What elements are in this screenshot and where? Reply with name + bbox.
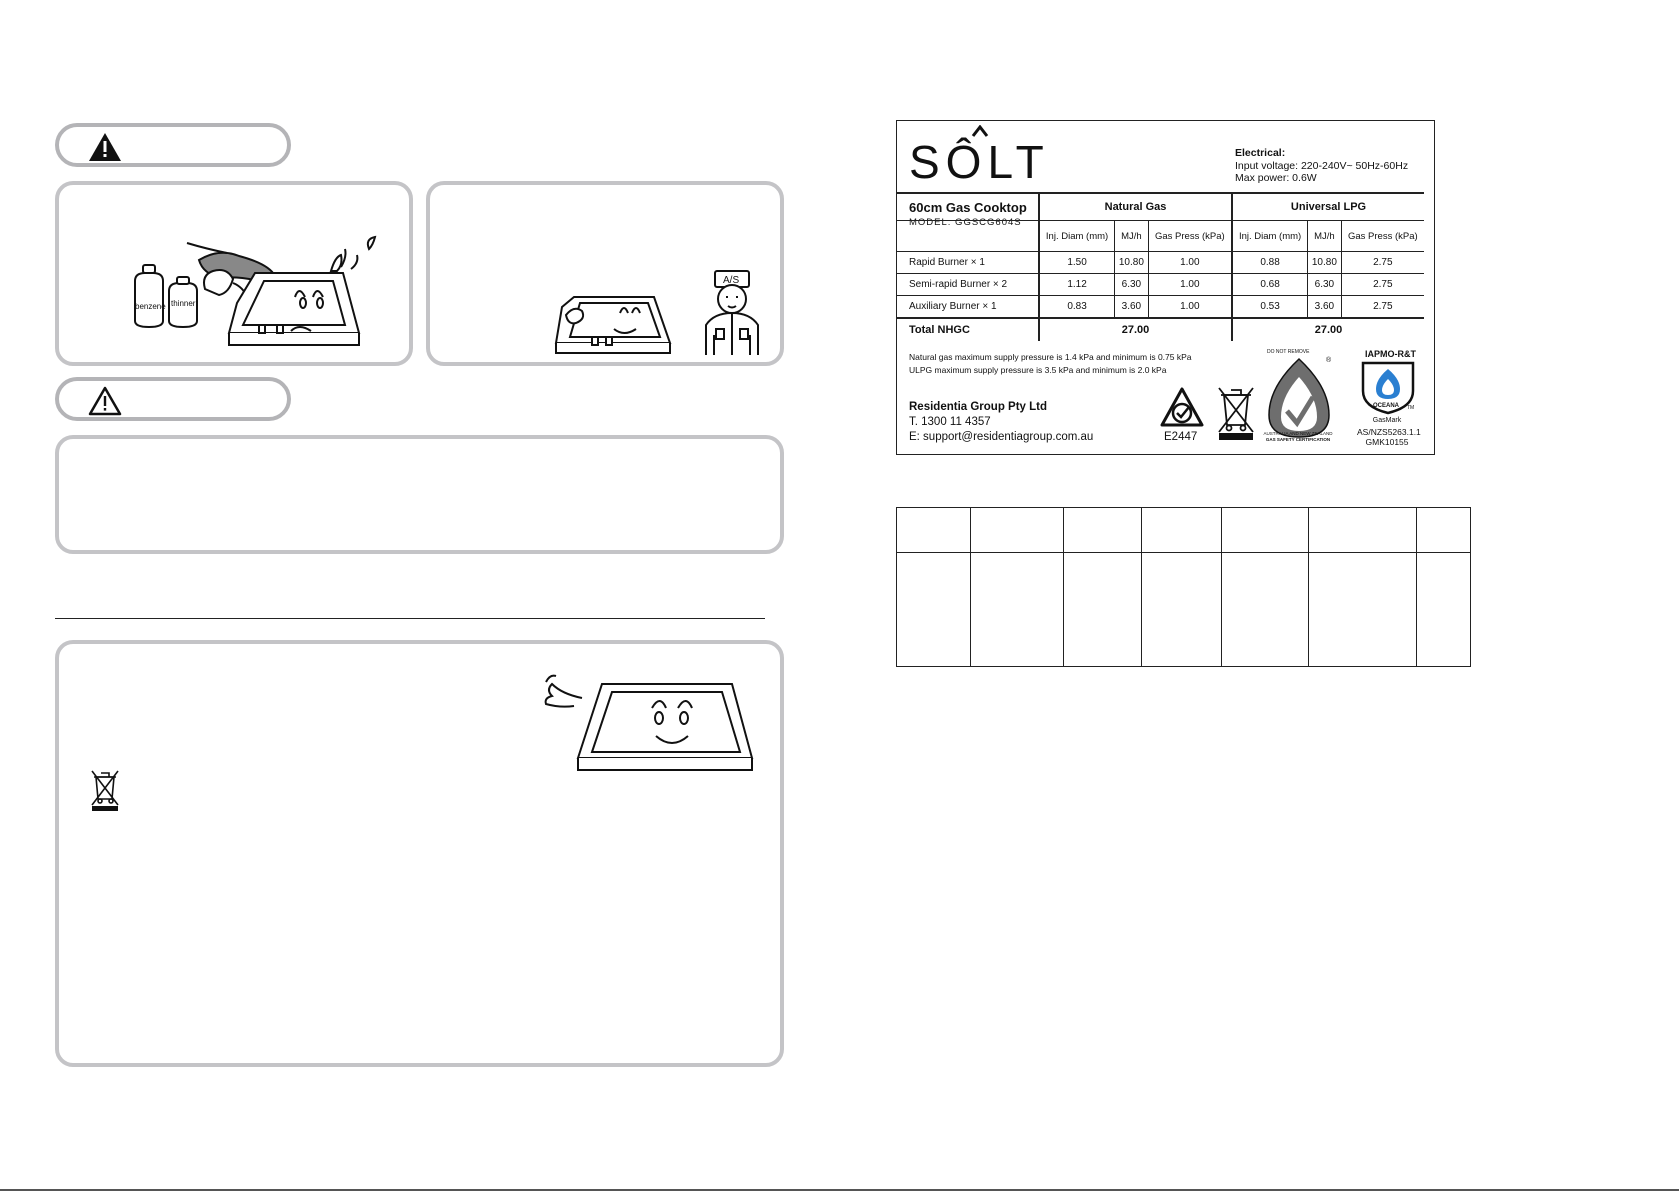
cell-value: 0.68 — [1232, 274, 1308, 296]
gasmark-info — [1357, 414, 1421, 448]
column-divider — [1063, 508, 1064, 666]
product-name: 60cm Gas Cooktop — [909, 200, 1027, 215]
table-subheader-blank — [897, 221, 1039, 252]
col-inj-diam-lpg: Inj. Diam (mm) — [1232, 221, 1308, 252]
cert-caption-line-2: GAS SAFETY CERTIFICATION — [1265, 436, 1331, 442]
benzene-label: benzene — [135, 302, 166, 311]
input-voltage: Input voltage: 220-240V~ 50Hz-60Hz — [1235, 159, 1409, 172]
empty-table — [896, 507, 1471, 667]
weee-bin-icon — [90, 767, 120, 811]
cell-value: 6.30 — [1115, 274, 1149, 296]
cleaning-solvent-illustration — [59, 185, 413, 366]
standard-number: AS/NZS5263.1.1 — [1357, 426, 1421, 437]
happy-cooktop-illustration — [522, 666, 782, 786]
service-technician-illustration — [430, 185, 784, 366]
section-divider — [55, 618, 765, 619]
company-name: Residentia Group Pty Ltd — [909, 401, 1048, 413]
total-row — [897, 318, 1424, 341]
cell-value: 1.12 — [1039, 274, 1115, 296]
thinner-label: thinner — [171, 299, 196, 308]
cleaning-warning-panel — [55, 181, 413, 366]
supply-pressure-notes — [909, 351, 1192, 377]
cell-value: 0.83 — [1039, 296, 1115, 319]
warning-outline-icon — [87, 385, 123, 417]
gasmark-label: GasMark — [1372, 417, 1402, 424]
warning-filled-icon — [87, 131, 123, 163]
cell-value: 10.80 — [1308, 252, 1342, 274]
column-divider — [1221, 508, 1222, 666]
disposal-panel — [55, 640, 784, 1067]
table-row — [897, 274, 1424, 296]
table-row — [897, 252, 1424, 274]
column-divider — [1141, 508, 1142, 666]
service-panel — [426, 181, 784, 366]
rcm-mark-icon — [1159, 386, 1205, 428]
iapmo-label: IAPMO-R&T — [1365, 349, 1416, 359]
natural-gas-note: Natural gas maximum supply pressure is 1.4 kPa and minimum is 0.75 kPa — [909, 352, 1192, 362]
gas-safety-flame-icon — [1263, 355, 1335, 441]
company-email: E: support@residentiagroup.com.au — [909, 431, 1094, 443]
cell-value: 10.80 — [1115, 252, 1149, 274]
cell-value: 2.75 — [1341, 274, 1424, 296]
cell-value: 1.00 — [1148, 252, 1232, 274]
group-universal-lpg: Universal LPG — [1232, 193, 1424, 221]
col-gas-press-ng: Gas Press (kPa) — [1148, 221, 1232, 252]
electrical-heading: Electrical: — [1235, 147, 1286, 159]
cell-value: 1.50 — [1039, 252, 1115, 274]
cell-value: 3.60 — [1115, 296, 1149, 319]
cell-value: 2.75 — [1341, 252, 1424, 274]
group-natural-gas: Natural Gas — [1039, 193, 1232, 221]
rating-plate — [896, 120, 1435, 455]
warning-pill — [55, 123, 291, 167]
trademark-label: TM — [1407, 405, 1415, 411]
cell-value: 0.53 — [1232, 296, 1308, 319]
table-header-divider — [897, 552, 1470, 553]
col-gas-press-lpg: Gas Press (kPa) — [1341, 221, 1424, 252]
row-label: Rapid Burner × 1 — [897, 252, 1039, 274]
registered-mark: ® — [1326, 357, 1332, 364]
column-divider — [1416, 508, 1417, 666]
cell-value: 6.30 — [1308, 274, 1342, 296]
row-label: Semi-rapid Burner × 2 — [897, 274, 1039, 296]
service-cap-label: A/S — [723, 275, 740, 286]
brand-name: SÔLT — [909, 136, 1050, 188]
col-inj-diam-ng: Inj. Diam (mm) — [1039, 221, 1115, 252]
col-mjh-lpg: MJ/h — [1308, 221, 1342, 252]
column-divider — [1308, 508, 1309, 666]
table-row — [897, 296, 1424, 319]
cert-caption-line-1: AUSTRALIA AND NEW ZEALAND — [1263, 431, 1333, 436]
caution-text-panel — [55, 435, 784, 554]
electrical-info — [1235, 147, 1408, 185]
total-label: Total NHGC — [897, 318, 1039, 341]
logo-accent-icon — [971, 125, 989, 137]
ulpg-note: ULPG maximum supply pressure is 3.5 kPa and minimum is 2.0 kPa — [909, 365, 1167, 375]
burner-spec-table — [897, 192, 1424, 341]
cell-value: 2.75 — [1341, 296, 1424, 319]
gas-safety-caption — [1262, 431, 1334, 442]
caution-pill — [55, 377, 291, 421]
page-bottom-edge — [0, 1189, 1679, 1191]
total-universal-lpg: 27.00 — [1232, 318, 1424, 341]
gmk-number: GMK10155 — [1365, 437, 1409, 447]
column-divider — [970, 508, 971, 666]
rcm-code: E2447 — [1164, 431, 1198, 443]
brand-logo — [909, 135, 1050, 189]
cell-value: 1.00 — [1148, 296, 1232, 319]
oceana-label: OCEANA — [1373, 403, 1400, 409]
cell-value: 3.60 — [1308, 296, 1342, 319]
total-natural-gas: 27.00 — [1039, 318, 1232, 341]
cell-value: 0.88 — [1232, 252, 1308, 274]
max-power: Max power: 0.6W — [1235, 172, 1317, 184]
col-mjh-ng: MJ/h — [1115, 221, 1149, 252]
weee-bin-icon — [1216, 383, 1256, 441]
do-not-remove-label: DO NOT REMOVE — [1267, 349, 1310, 355]
company-info — [909, 400, 1093, 445]
table-header-blank — [897, 193, 1039, 221]
cell-value: 1.00 — [1148, 274, 1232, 296]
row-label: Auxiliary Burner × 1 — [897, 296, 1039, 319]
company-phone: T. 1300 11 4357 — [909, 416, 991, 428]
model-number: MODEL: GGSCG604S — [909, 217, 1022, 228]
